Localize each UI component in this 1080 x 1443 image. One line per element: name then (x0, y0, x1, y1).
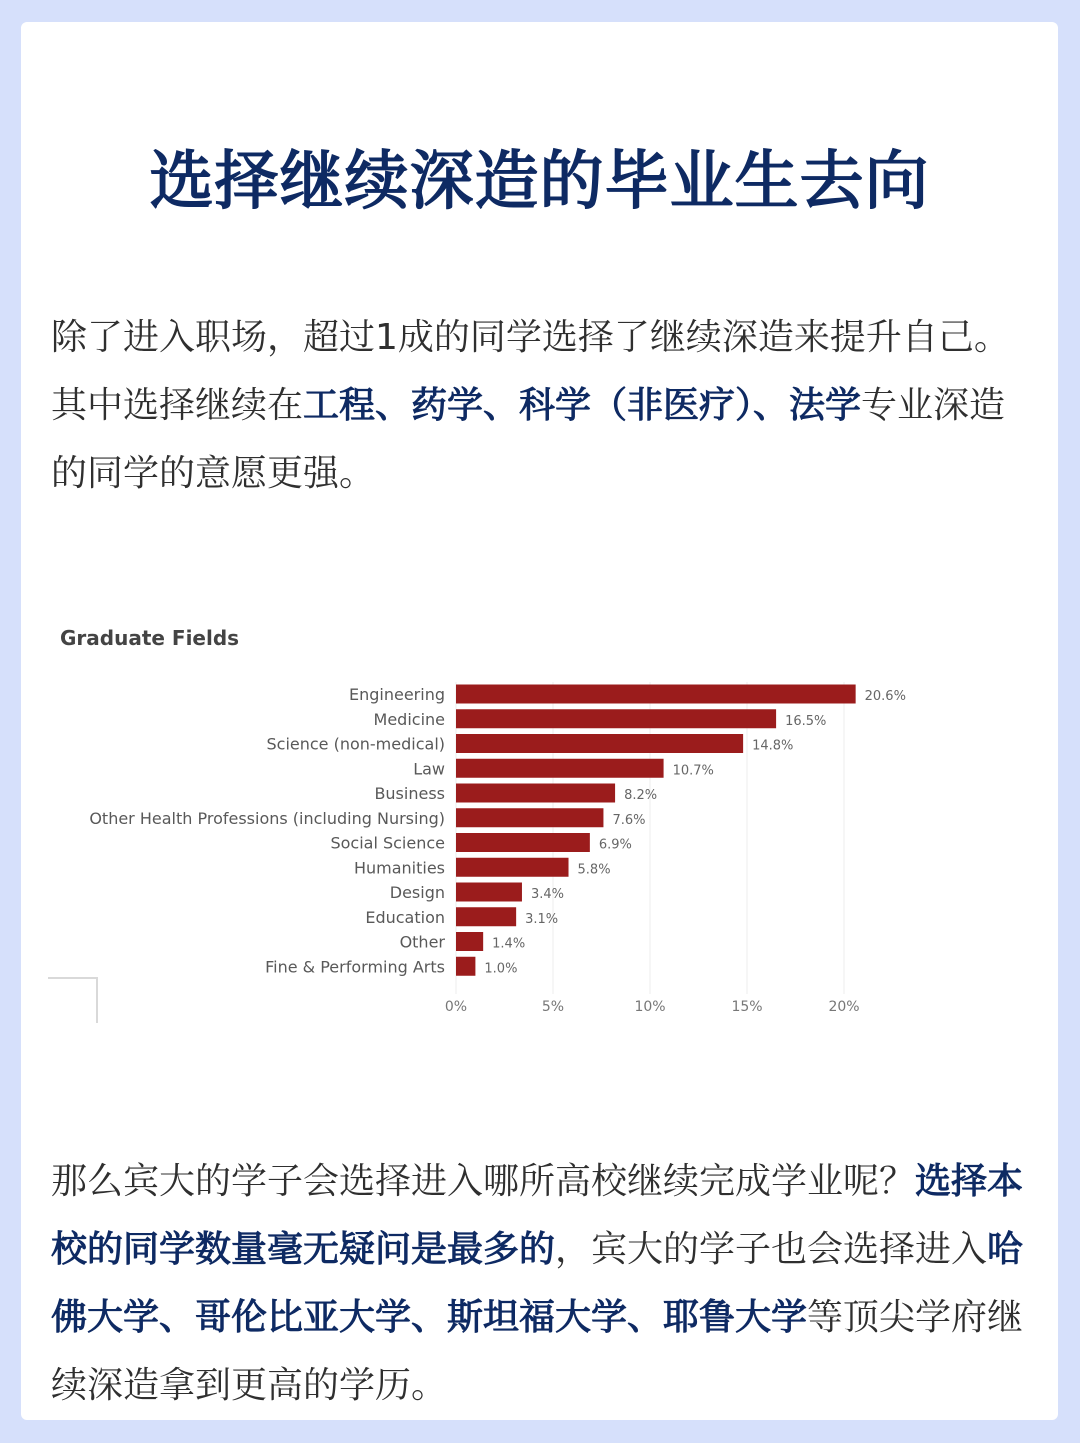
x-tick-label: 15% (731, 999, 763, 1015)
x-tick-label: 0% (444, 999, 468, 1015)
bar (456, 709, 776, 728)
bar (456, 734, 743, 753)
intro-highlight-fields: 工程、药学、科学（非医疗）、法学 (303, 385, 862, 426)
graduate-fields-chart (21, 662, 1058, 1022)
data-label: 5.8% (577, 862, 611, 878)
category-label: Science (non-medical) (266, 734, 445, 754)
bar (456, 932, 483, 951)
outro-text-1: 那么宾大的学子会选择进入哪所高校继续完成学业呢？ (51, 1161, 916, 1202)
data-label: 20.6% (864, 689, 906, 704)
content-card (21, 22, 1058, 1420)
outro-highlight-own-school: 选择本校的同学数量毫无疑问是最多的 (51, 1161, 1024, 1270)
category-label: Other Health Professions (including Nursing) (89, 808, 445, 828)
chart-title: Graduate Fields (60, 626, 240, 650)
data-label: 10.7% (672, 763, 714, 779)
data-label: 3.1% (525, 911, 559, 927)
page-title: 选择继续深造的毕业生去向 (149, 145, 930, 219)
category-label: Social Science (330, 833, 445, 853)
category-label: Law (413, 759, 445, 779)
data-label: 6.9% (598, 837, 632, 853)
data-label: 14.8% (752, 738, 794, 754)
category-label: Education (365, 907, 445, 927)
category-label: Fine & Performing Arts (265, 957, 445, 977)
bar (456, 957, 475, 976)
bar (456, 759, 664, 778)
data-label: 3.4% (530, 887, 564, 902)
x-tick-label: 10% (634, 999, 666, 1015)
data-label: 1.0% (484, 961, 518, 977)
bar (456, 685, 856, 704)
data-label: 1.4% (492, 936, 526, 952)
intro-paragraph (51, 304, 1031, 508)
outro-highlight-universities: 哈佛大学、哥伦比亚大学、斯坦福大学、耶鲁大学 (51, 1229, 1024, 1338)
intro-text-1: 除了进入职场，超过1成的同学选择了继续深造来提升自己。其中选择继续在 (51, 317, 1010, 426)
category-label: Humanities (353, 858, 445, 878)
bar (456, 784, 615, 803)
bar (456, 833, 590, 852)
category-label: Medicine (373, 709, 445, 729)
intro-text-2: 专业深造的同学的意愿更强。 (51, 385, 1006, 494)
x-tick-label: 20% (828, 999, 860, 1015)
data-label: 16.5% (785, 713, 827, 729)
bar (456, 858, 569, 877)
bar (456, 907, 516, 926)
category-label: Other (399, 932, 445, 952)
outro-text-2: ，宾大的学子也会选择进入 (555, 1229, 988, 1270)
category-label: Business (374, 784, 445, 803)
bar (456, 808, 603, 827)
outro-text-3: 等顶尖学府继续深造拿到更高的学历。 (51, 1297, 1024, 1406)
data-label: 8.2% (624, 788, 658, 803)
outro-paragraph (51, 1148, 1031, 1420)
x-tick-label: 5% (541, 999, 565, 1015)
bar (456, 883, 522, 902)
category-label: Engineering (349, 685, 445, 704)
category-label: Design (389, 883, 445, 902)
data-label: 7.6% (612, 812, 646, 828)
chart-corner-mark (48, 977, 98, 1023)
